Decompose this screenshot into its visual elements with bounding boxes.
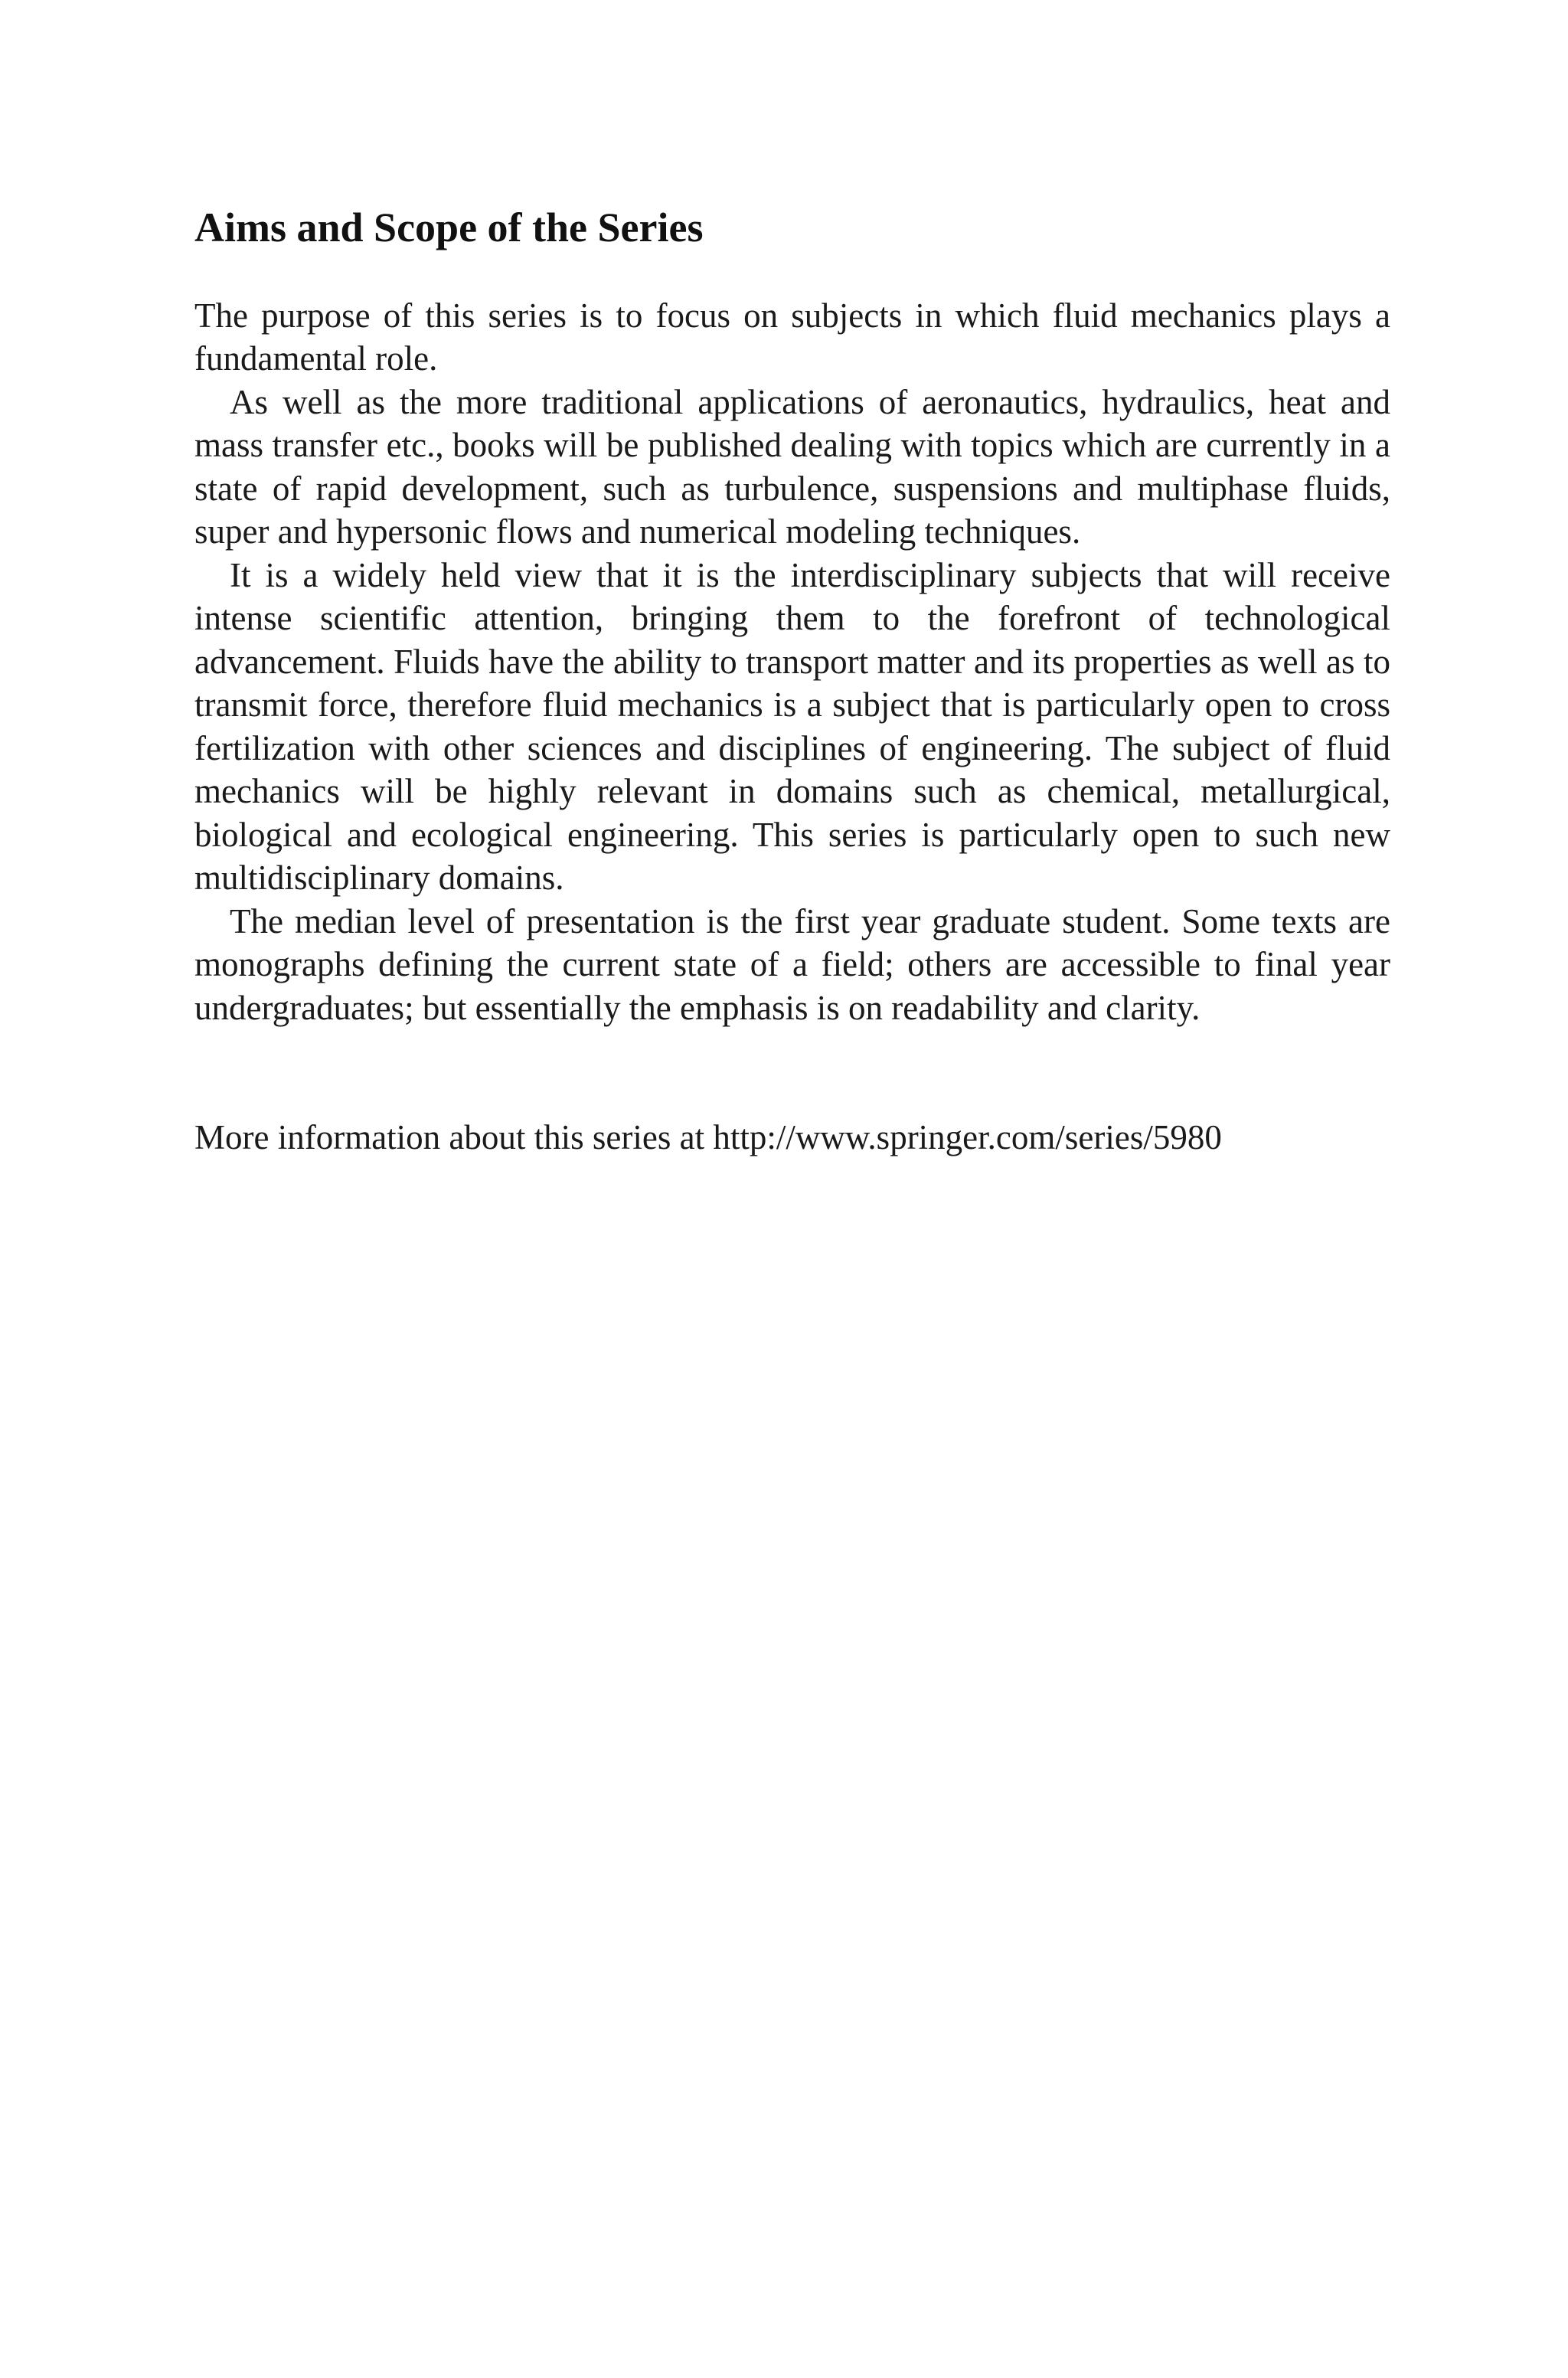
paragraph-purpose: The purpose of this series is to focus on subjects in which fluid mechanics plays a fundamental role.: [194, 296, 1390, 378]
page-content: [194, 203, 1390, 1160]
more-info-line: More information about this series at http://www.springer.com/series/5980: [194, 1118, 1222, 1157]
paragraph-applications: As well as the more traditional applications of aeronautics, hydraulics, heat and mass transfer etc., books will be published dealing with topics which are currently in a state of rapid development, such as turbulence, suspensions and multiphase fluids, super and hypersonic flows and numerical modeling techniques.: [194, 382, 1390, 551]
paragraph-presentation-level: The median level of presentation is the first year graduate student. Some texts are monographs defining the current state of a field; others are accessible to final year undergraduates; but essentially the emphasis is on readability and clarity.: [194, 901, 1390, 1027]
paragraph-interdisciplinary: It is a widely held view that it is the interdisciplinary subjects that will receive intense scientific attention, bringing them to the forefront of technological advancement. Fluids have the ability to transport matter and its properties as well as to transmit force, therefore fluid mechanics is a subject that is particularly open to cross fertilization with other sciences and disciplines of engineering. The subject of fluid mechanics will be highly relevant in domains such as chemical, metallurgical, biological and ecological engineering. This series is particularly open to such new multidisciplinary domains.: [194, 555, 1390, 898]
section-title: Aims and Scope of the Series: [194, 204, 704, 250]
